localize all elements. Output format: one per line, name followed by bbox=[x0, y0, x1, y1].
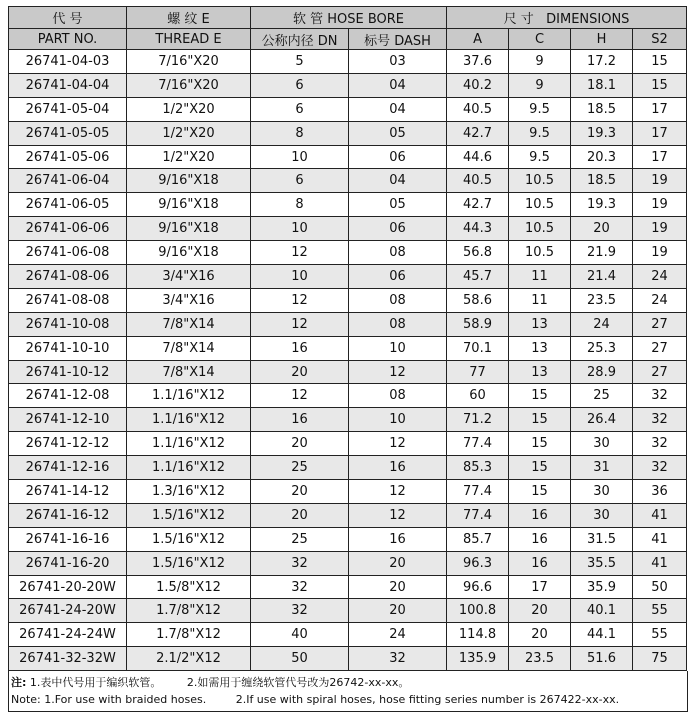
a-cell: 58.9 bbox=[447, 312, 509, 336]
c-cell: 15 bbox=[509, 432, 571, 456]
c-cell: 9.5 bbox=[509, 121, 571, 145]
c-cell: 23.5 bbox=[509, 647, 571, 671]
thread-cell: 7/16"X20 bbox=[127, 73, 251, 97]
dash-cell: 08 bbox=[349, 288, 447, 312]
s2-cell: 24 bbox=[633, 265, 687, 289]
thread-cell: 1/2"X20 bbox=[127, 121, 251, 145]
dash-cell: 06 bbox=[349, 217, 447, 241]
c-cell: 9.5 bbox=[509, 145, 571, 169]
table-row bbox=[9, 73, 687, 97]
thread-cell: 1.1/16"X12 bbox=[127, 408, 251, 432]
dn-cell: 50 bbox=[251, 647, 349, 671]
h-cell: 19.3 bbox=[571, 121, 633, 145]
table-row bbox=[9, 97, 687, 121]
s2-cell: 17 bbox=[633, 145, 687, 169]
h-cell: 17.2 bbox=[571, 50, 633, 74]
table-row bbox=[9, 121, 687, 145]
thread-cell: 1.1/16"X12 bbox=[127, 456, 251, 480]
part-no-cell: 26741-16-12 bbox=[9, 503, 127, 527]
header-s2: S2 bbox=[633, 29, 687, 50]
part-no-cell: 26741-10-10 bbox=[9, 336, 127, 360]
h-cell: 19.3 bbox=[571, 193, 633, 217]
dn-cell: 20 bbox=[251, 360, 349, 384]
h-cell: 18.5 bbox=[571, 169, 633, 193]
c-cell: 20 bbox=[509, 623, 571, 647]
s2-cell: 19 bbox=[633, 193, 687, 217]
note-en-1: 1.For use with braided hoses. bbox=[44, 693, 207, 707]
s2-cell: 41 bbox=[633, 527, 687, 551]
a-cell: 40.2 bbox=[447, 73, 509, 97]
table-row bbox=[9, 384, 687, 408]
a-cell: 114.8 bbox=[447, 623, 509, 647]
thread-cell: 9/16"X18 bbox=[127, 241, 251, 265]
note-cn-2: 2.如需用于缠绕软管代号改为26742-xx-xx。 bbox=[186, 676, 410, 690]
a-cell: 77 bbox=[447, 360, 509, 384]
thread-cell: 3/4"X16 bbox=[127, 265, 251, 289]
h-cell: 40.1 bbox=[571, 599, 633, 623]
table-row bbox=[9, 217, 687, 241]
thread-cell: 7/16"X20 bbox=[127, 50, 251, 74]
h-cell: 31.5 bbox=[571, 527, 633, 551]
c-cell: 15 bbox=[509, 384, 571, 408]
part-no-cell: 26741-05-05 bbox=[9, 121, 127, 145]
dash-cell: 10 bbox=[349, 336, 447, 360]
thread-cell: 1.7/8"X12 bbox=[127, 623, 251, 647]
notes bbox=[8, 671, 688, 712]
dash-cell: 03 bbox=[349, 50, 447, 74]
table-row bbox=[9, 169, 687, 193]
a-cell: 58.6 bbox=[447, 288, 509, 312]
a-cell: 70.1 bbox=[447, 336, 509, 360]
table-row bbox=[9, 241, 687, 265]
dash-cell: 20 bbox=[349, 551, 447, 575]
header-thread-cn: 螺 纹 E bbox=[127, 7, 251, 29]
part-no-cell: 26741-06-06 bbox=[9, 217, 127, 241]
header-dash: 标号 DASH bbox=[349, 29, 447, 50]
c-cell: 16 bbox=[509, 551, 571, 575]
s2-cell: 17 bbox=[633, 97, 687, 121]
header-thread-en: THREAD E bbox=[127, 29, 251, 50]
header-c: C bbox=[509, 29, 571, 50]
h-cell: 25 bbox=[571, 384, 633, 408]
thread-cell: 2.1/2"X12 bbox=[127, 647, 251, 671]
thread-cell: 1.1/16"X12 bbox=[127, 384, 251, 408]
dn-cell: 10 bbox=[251, 265, 349, 289]
s2-cell: 15 bbox=[633, 73, 687, 97]
a-cell: 56.8 bbox=[447, 241, 509, 265]
dn-cell: 8 bbox=[251, 193, 349, 217]
dash-cell: 12 bbox=[349, 360, 447, 384]
dn-cell: 20 bbox=[251, 480, 349, 504]
c-cell: 10.5 bbox=[509, 169, 571, 193]
thread-cell: 1.7/8"X12 bbox=[127, 599, 251, 623]
h-cell: 30 bbox=[571, 503, 633, 527]
a-cell: 96.3 bbox=[447, 551, 509, 575]
dn-cell: 25 bbox=[251, 527, 349, 551]
dash-cell: 04 bbox=[349, 169, 447, 193]
a-cell: 45.7 bbox=[447, 265, 509, 289]
thread-cell: 1.3/16"X12 bbox=[127, 480, 251, 504]
part-no-cell: 26741-05-04 bbox=[9, 97, 127, 121]
s2-cell: 36 bbox=[633, 480, 687, 504]
s2-cell: 32 bbox=[633, 432, 687, 456]
dn-cell: 32 bbox=[251, 551, 349, 575]
a-cell: 44.6 bbox=[447, 145, 509, 169]
header-dimensions: 尺 寸 DIMENSIONS bbox=[447, 7, 687, 29]
thread-cell: 1.1/16"X12 bbox=[127, 432, 251, 456]
dash-cell: 08 bbox=[349, 241, 447, 265]
s2-cell: 32 bbox=[633, 456, 687, 480]
s2-cell: 19 bbox=[633, 169, 687, 193]
h-cell: 35.9 bbox=[571, 575, 633, 599]
s2-cell: 15 bbox=[633, 50, 687, 74]
part-no-cell: 26741-08-06 bbox=[9, 265, 127, 289]
s2-cell: 55 bbox=[633, 623, 687, 647]
header-a: A bbox=[447, 29, 509, 50]
c-cell: 15 bbox=[509, 408, 571, 432]
thread-cell: 9/16"X18 bbox=[127, 169, 251, 193]
table-row bbox=[9, 480, 687, 504]
s2-cell: 50 bbox=[633, 575, 687, 599]
table-row bbox=[9, 408, 687, 432]
dash-cell: 12 bbox=[349, 432, 447, 456]
note-cn bbox=[11, 674, 687, 691]
note-en bbox=[11, 691, 687, 708]
spec-sheet bbox=[8, 6, 686, 712]
dn-cell: 20 bbox=[251, 503, 349, 527]
a-cell: 77.4 bbox=[447, 480, 509, 504]
dn-cell: 12 bbox=[251, 288, 349, 312]
dash-cell: 08 bbox=[349, 384, 447, 408]
s2-cell: 41 bbox=[633, 551, 687, 575]
dash-cell: 12 bbox=[349, 503, 447, 527]
table-row bbox=[9, 288, 687, 312]
c-cell: 10.5 bbox=[509, 241, 571, 265]
h-cell: 28.9 bbox=[571, 360, 633, 384]
dash-cell: 05 bbox=[349, 121, 447, 145]
part-no-cell: 26741-04-04 bbox=[9, 73, 127, 97]
s2-cell: 27 bbox=[633, 360, 687, 384]
dn-cell: 12 bbox=[251, 384, 349, 408]
h-cell: 23.5 bbox=[571, 288, 633, 312]
table-body bbox=[9, 50, 687, 671]
table-row bbox=[9, 336, 687, 360]
dash-cell: 04 bbox=[349, 73, 447, 97]
dash-cell: 05 bbox=[349, 193, 447, 217]
c-cell: 11 bbox=[509, 288, 571, 312]
header-h: H bbox=[571, 29, 633, 50]
dn-cell: 16 bbox=[251, 336, 349, 360]
table-row bbox=[9, 503, 687, 527]
table-row bbox=[9, 193, 687, 217]
a-cell: 85.7 bbox=[447, 527, 509, 551]
dn-cell: 20 bbox=[251, 432, 349, 456]
a-cell: 44.3 bbox=[447, 217, 509, 241]
h-cell: 31 bbox=[571, 456, 633, 480]
h-cell: 25.3 bbox=[571, 336, 633, 360]
note-en-2: 2.If use with spiral hoses, hose fitting series number is 267422-xx-xx. bbox=[235, 693, 620, 707]
s2-cell: 75 bbox=[633, 647, 687, 671]
dash-cell: 12 bbox=[349, 480, 447, 504]
thread-cell: 3/4"X16 bbox=[127, 288, 251, 312]
thread-cell: 1/2"X20 bbox=[127, 97, 251, 121]
thread-cell: 1.5/16"X12 bbox=[127, 503, 251, 527]
dn-cell: 25 bbox=[251, 456, 349, 480]
h-cell: 21.4 bbox=[571, 265, 633, 289]
header-hose-bore: 软 管 HOSE BORE bbox=[251, 7, 447, 29]
c-cell: 10.5 bbox=[509, 217, 571, 241]
h-cell: 30 bbox=[571, 480, 633, 504]
part-no-cell: 26741-16-16 bbox=[9, 527, 127, 551]
dn-cell: 16 bbox=[251, 408, 349, 432]
part-no-cell: 26741-04-03 bbox=[9, 50, 127, 74]
dn-cell: 10 bbox=[251, 145, 349, 169]
dn-cell: 40 bbox=[251, 623, 349, 647]
dn-cell: 6 bbox=[251, 169, 349, 193]
note-en-label: Note: bbox=[11, 693, 41, 707]
dash-cell: 04 bbox=[349, 97, 447, 121]
a-cell: 77.4 bbox=[447, 432, 509, 456]
note-cn-1: 1.表中代号用于编织软管。 bbox=[29, 676, 162, 690]
a-cell: 40.5 bbox=[447, 97, 509, 121]
dn-cell: 32 bbox=[251, 599, 349, 623]
a-cell: 100.8 bbox=[447, 599, 509, 623]
a-cell: 42.7 bbox=[447, 193, 509, 217]
dash-cell: 06 bbox=[349, 265, 447, 289]
thread-cell: 9/16"X18 bbox=[127, 193, 251, 217]
h-cell: 18.5 bbox=[571, 97, 633, 121]
h-cell: 20 bbox=[571, 217, 633, 241]
c-cell: 10.5 bbox=[509, 193, 571, 217]
c-cell: 13 bbox=[509, 312, 571, 336]
dash-cell: 20 bbox=[349, 575, 447, 599]
a-cell: 40.5 bbox=[447, 169, 509, 193]
s2-cell: 17 bbox=[633, 121, 687, 145]
s2-cell: 41 bbox=[633, 503, 687, 527]
table-row bbox=[9, 265, 687, 289]
s2-cell: 55 bbox=[633, 599, 687, 623]
dash-cell: 32 bbox=[349, 647, 447, 671]
table-row bbox=[9, 599, 687, 623]
thread-cell: 1.5/8"X12 bbox=[127, 575, 251, 599]
a-cell: 37.6 bbox=[447, 50, 509, 74]
part-no-cell: 26741-32-32W bbox=[9, 647, 127, 671]
part-no-cell: 26741-12-08 bbox=[9, 384, 127, 408]
part-no-cell: 26741-20-20W bbox=[9, 575, 127, 599]
dash-cell: 16 bbox=[349, 456, 447, 480]
h-cell: 44.1 bbox=[571, 623, 633, 647]
c-cell: 17 bbox=[509, 575, 571, 599]
dn-cell: 6 bbox=[251, 73, 349, 97]
dash-cell: 08 bbox=[349, 312, 447, 336]
s2-cell: 27 bbox=[633, 336, 687, 360]
thread-cell: 9/16"X18 bbox=[127, 217, 251, 241]
table-row bbox=[9, 551, 687, 575]
table-row bbox=[9, 647, 687, 671]
a-cell: 135.9 bbox=[447, 647, 509, 671]
c-cell: 9 bbox=[509, 73, 571, 97]
dn-cell: 32 bbox=[251, 575, 349, 599]
a-cell: 85.3 bbox=[447, 456, 509, 480]
thread-cell: 1.5/16"X12 bbox=[127, 527, 251, 551]
c-cell: 15 bbox=[509, 480, 571, 504]
table-row bbox=[9, 360, 687, 384]
h-cell: 51.6 bbox=[571, 647, 633, 671]
h-cell: 35.5 bbox=[571, 551, 633, 575]
part-no-cell: 26741-05-06 bbox=[9, 145, 127, 169]
dn-cell: 5 bbox=[251, 50, 349, 74]
dash-cell: 24 bbox=[349, 623, 447, 647]
part-no-cell: 26741-06-05 bbox=[9, 193, 127, 217]
a-cell: 71.2 bbox=[447, 408, 509, 432]
dimensions-table bbox=[8, 6, 687, 671]
table-row bbox=[9, 456, 687, 480]
part-no-cell: 26741-08-08 bbox=[9, 288, 127, 312]
part-no-cell: 26741-16-20 bbox=[9, 551, 127, 575]
thread-cell: 7/8"X14 bbox=[127, 360, 251, 384]
part-no-cell: 26741-12-16 bbox=[9, 456, 127, 480]
part-no-cell: 26741-24-20W bbox=[9, 599, 127, 623]
c-cell: 20 bbox=[509, 599, 571, 623]
s2-cell: 19 bbox=[633, 217, 687, 241]
h-cell: 21.9 bbox=[571, 241, 633, 265]
part-no-cell: 26741-06-04 bbox=[9, 169, 127, 193]
c-cell: 9.5 bbox=[509, 97, 571, 121]
s2-cell: 32 bbox=[633, 384, 687, 408]
c-cell: 13 bbox=[509, 360, 571, 384]
c-cell: 13 bbox=[509, 336, 571, 360]
dash-cell: 06 bbox=[349, 145, 447, 169]
c-cell: 16 bbox=[509, 527, 571, 551]
table-row bbox=[9, 50, 687, 74]
c-cell: 11 bbox=[509, 265, 571, 289]
part-no-cell: 26741-10-08 bbox=[9, 312, 127, 336]
s2-cell: 32 bbox=[633, 408, 687, 432]
header-code-cn: 代 号 bbox=[9, 7, 127, 29]
table-row bbox=[9, 623, 687, 647]
thread-cell: 7/8"X14 bbox=[127, 336, 251, 360]
s2-cell: 19 bbox=[633, 241, 687, 265]
dn-cell: 10 bbox=[251, 217, 349, 241]
part-no-cell: 26741-14-12 bbox=[9, 480, 127, 504]
dn-cell: 12 bbox=[251, 312, 349, 336]
header-dn: 公称内径 DN bbox=[251, 29, 349, 50]
note-cn-label: 注: bbox=[11, 676, 27, 690]
a-cell: 42.7 bbox=[447, 121, 509, 145]
thread-cell: 7/8"X14 bbox=[127, 312, 251, 336]
c-cell: 16 bbox=[509, 503, 571, 527]
part-no-cell: 26741-10-12 bbox=[9, 360, 127, 384]
h-cell: 26.4 bbox=[571, 408, 633, 432]
s2-cell: 27 bbox=[633, 312, 687, 336]
h-cell: 20.3 bbox=[571, 145, 633, 169]
c-cell: 15 bbox=[509, 456, 571, 480]
part-no-cell: 26741-06-08 bbox=[9, 241, 127, 265]
part-no-cell: 26741-24-24W bbox=[9, 623, 127, 647]
part-no-cell: 26741-12-12 bbox=[9, 432, 127, 456]
dash-cell: 10 bbox=[349, 408, 447, 432]
table-row bbox=[9, 575, 687, 599]
h-cell: 30 bbox=[571, 432, 633, 456]
table-row bbox=[9, 312, 687, 336]
table-row bbox=[9, 145, 687, 169]
dn-cell: 12 bbox=[251, 241, 349, 265]
thread-cell: 1/2"X20 bbox=[127, 145, 251, 169]
c-cell: 9 bbox=[509, 50, 571, 74]
dash-cell: 16 bbox=[349, 527, 447, 551]
header-part-no: PART NO. bbox=[9, 29, 127, 50]
a-cell: 60 bbox=[447, 384, 509, 408]
table-row bbox=[9, 432, 687, 456]
a-cell: 77.4 bbox=[447, 503, 509, 527]
table-row bbox=[9, 527, 687, 551]
part-no-cell: 26741-12-10 bbox=[9, 408, 127, 432]
thread-cell: 1.5/16"X12 bbox=[127, 551, 251, 575]
s2-cell: 24 bbox=[633, 288, 687, 312]
dn-cell: 6 bbox=[251, 97, 349, 121]
a-cell: 96.6 bbox=[447, 575, 509, 599]
h-cell: 24 bbox=[571, 312, 633, 336]
dn-cell: 8 bbox=[251, 121, 349, 145]
dash-cell: 20 bbox=[349, 599, 447, 623]
h-cell: 18.1 bbox=[571, 73, 633, 97]
